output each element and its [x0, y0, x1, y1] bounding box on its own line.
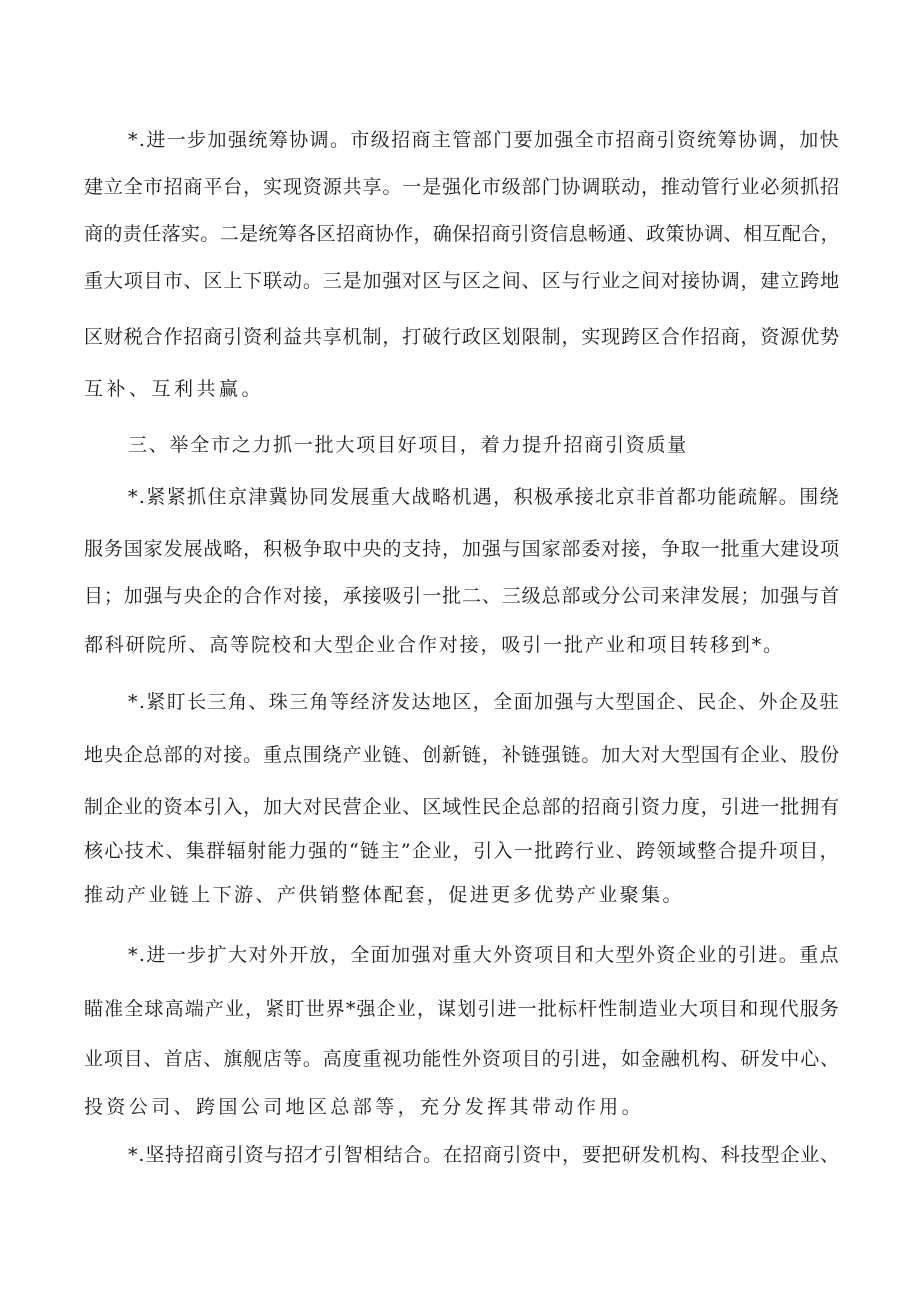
text-line: 建立全市招商平台，实现资源共享。一是强化市级部门协调联动，推动管行业必须抓招 [84, 176, 840, 198]
text-line: *.进一步加强统筹协调。市级招商主管部门要加强全市招商引资统筹协调，加快 [128, 129, 840, 151]
text-line: 区财税合作招商引资利益共享机制，打破行政区划限制，实现跨区合作招商，资源优势 [84, 326, 840, 348]
text-line: 投资公司、跨国公司地区总部等，充分发挥其带动作用。 [84, 1096, 644, 1118]
section-heading: 三、举全市之力抓一批大项目好项目，着力提升招商引资质量 [128, 434, 688, 456]
text-line: 核心技术、集群辐射能力强的“链主”企业，引入一批跨行业、跨领域整合提升项目， [84, 840, 840, 862]
text-line: *.坚持招商引资与招才引智相结合。在招商引资中，要把研发机构、科技型企业、 [128, 1144, 840, 1166]
text-line: 地央企总部的对接。重点围绕产业链、创新链，补链强链。加大对大型国有企业、股份 [84, 744, 840, 766]
text-line: *.进一步扩大对外开放，全面加强对重大外资项目和大型外资企业的引进。重点 [128, 944, 840, 966]
text-line: 瞄准全球高端产业，紧盯世界*强企业，谋划引进一批标杆性制造业大项目和现代服务 [84, 998, 840, 1020]
text-line: 重大项目市、区上下联动。三是加强对区与区之间、区与行业之间对接协调，建立跨地 [84, 270, 840, 292]
text-line: *.紧盯长三角、珠三角等经济发达地区，全面加强与大型国企、民企、外企及驻 [128, 691, 840, 713]
text-line: 服务国家发展战略，积极争取中央的支持，加强与国家部委对接，争取一批重大建设项 [84, 538, 840, 560]
text-line: *.紧紧抓住京津冀协同发展重大战略机遇，积极承接北京非首都功能疏解。围绕 [128, 486, 840, 508]
text-line: 都科研院所、高等院校和大型企业合作对接，吸引一批产业和项目转移到*。 [84, 634, 784, 656]
text-line: 业项目、首店、旗舰店等。高度重视功能性外资项目的引进，如金融机构、研发中心、 [84, 1048, 840, 1070]
text-line: 推动产业链上下游、产供销整体配套，促进更多优势产业聚集。 [84, 884, 684, 906]
text-line: 商的责任落实。二是统筹各区招商协作，确保招商引资信息畅通、政策协调、相互配合， [84, 223, 840, 245]
text-line: 制企业的资本引入，加大对民营企业、区域性民企总部的招商引资力度，引进一批拥有 [84, 796, 840, 818]
text-line: 互补、互利共赢。 [84, 378, 264, 400]
text-line: 目；加强与央企的合作对接，承接吸引一批二、三级总部或分公司来津发展；加强与首 [84, 585, 840, 607]
